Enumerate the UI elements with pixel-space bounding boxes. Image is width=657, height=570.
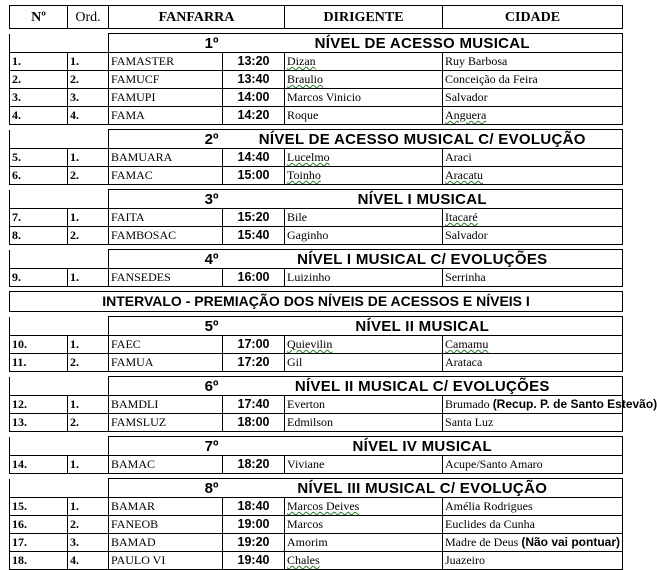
row-number: 16. bbox=[10, 516, 68, 534]
level-title: NÍVEL DE ACESSO MUSICAL bbox=[223, 34, 623, 53]
dirigente-name: Lucelmo bbox=[287, 150, 330, 164]
performance-time: 18:20 bbox=[223, 456, 285, 474]
cidade-cell bbox=[443, 396, 657, 414]
dirigente-cell bbox=[285, 107, 443, 125]
fanfarra-name: BAMAC bbox=[109, 456, 223, 474]
cidade-cell bbox=[443, 414, 623, 432]
dirigente-name: Gil bbox=[287, 355, 303, 369]
level-title: NÍVEL II MUSICAL C/ EVOLUÇÕES bbox=[223, 377, 623, 396]
fanfarra-name: BAMUARA bbox=[109, 149, 223, 167]
table-row bbox=[10, 71, 623, 89]
performance-time: 19:40 bbox=[223, 552, 285, 570]
cidade-cell bbox=[443, 354, 623, 372]
table-row bbox=[10, 516, 623, 534]
dirigente-name: Dizan bbox=[287, 54, 316, 68]
level-title: NÍVEL III MUSICAL C/ EVOLUÇÃO bbox=[223, 479, 623, 498]
level-number: 3º bbox=[109, 190, 223, 209]
row-number: 13. bbox=[10, 414, 68, 432]
performance-time: 14:00 bbox=[223, 89, 285, 107]
row-order: 1. bbox=[68, 149, 109, 167]
row-number: 9. bbox=[10, 269, 68, 287]
dirigente-cell bbox=[285, 498, 443, 516]
row-order: 2. bbox=[68, 167, 109, 185]
table-row bbox=[10, 107, 623, 125]
table-header bbox=[10, 6, 623, 29]
cidade-name: Arataca bbox=[445, 355, 483, 369]
dirigente-cell bbox=[285, 53, 443, 71]
cidade-name: Araci bbox=[445, 150, 472, 164]
performance-time: 19:00 bbox=[223, 516, 285, 534]
row-order: 1. bbox=[68, 269, 109, 287]
level-header bbox=[10, 190, 623, 209]
cidade-cell bbox=[443, 53, 623, 71]
dirigente-cell bbox=[285, 149, 443, 167]
level-number: 6º bbox=[109, 377, 223, 396]
cidade-name: Ruy Barbosa bbox=[445, 54, 508, 68]
fanfarra-name: FAITA bbox=[109, 209, 223, 227]
schedule-sheet bbox=[9, 5, 657, 570]
cidade-cell bbox=[443, 534, 623, 552]
cidade-cell bbox=[443, 107, 623, 125]
cidade-note: (Não vai pontuar) bbox=[521, 535, 620, 549]
cidade-name: Conceição da Feira bbox=[445, 72, 538, 86]
row-number: 18. bbox=[10, 552, 68, 570]
dirigente-name: Braulio bbox=[287, 72, 323, 86]
table-row bbox=[10, 167, 623, 185]
level-title: NÍVEL IV MUSICAL bbox=[223, 437, 623, 456]
level-spacer bbox=[10, 34, 109, 53]
dirigente-cell bbox=[285, 71, 443, 89]
cidade-cell bbox=[443, 269, 623, 287]
row-number: 10. bbox=[10, 336, 68, 354]
fanfarra-name: FAMUCF bbox=[109, 71, 223, 89]
row-order: 2. bbox=[68, 71, 109, 89]
header-cidade: CIDADE bbox=[443, 6, 623, 29]
dirigente-name: Edmilson bbox=[287, 415, 334, 429]
row-order: 2. bbox=[68, 414, 109, 432]
fanfarra-name: FAMUPI bbox=[109, 89, 223, 107]
performance-time: 17:40 bbox=[223, 396, 285, 414]
cidade-name: Brumado bbox=[445, 397, 490, 411]
cidade-name: Juazeiro bbox=[445, 553, 485, 567]
level-spacer bbox=[10, 250, 109, 269]
dirigente-cell bbox=[285, 456, 443, 474]
row-number: 4. bbox=[10, 107, 68, 125]
performance-time: 14:40 bbox=[223, 149, 285, 167]
cidade-name: Anguera bbox=[445, 108, 487, 122]
level-spacer bbox=[10, 437, 109, 456]
cidade-name: Serrinha bbox=[445, 270, 486, 284]
cidade-cell bbox=[443, 498, 623, 516]
level-spacer bbox=[10, 479, 109, 498]
row-number: 15. bbox=[10, 498, 68, 516]
performance-time: 15:20 bbox=[223, 209, 285, 227]
performance-time: 16:00 bbox=[223, 269, 285, 287]
dirigente-name: Quievilin bbox=[287, 337, 333, 351]
level-header bbox=[10, 479, 623, 498]
cidade-name: Euclides da Cunha bbox=[445, 517, 535, 531]
level-header bbox=[10, 250, 623, 269]
table-row bbox=[10, 336, 623, 354]
row-order: 4. bbox=[68, 107, 109, 125]
cidade-cell bbox=[443, 516, 623, 534]
cidade-cell bbox=[443, 89, 623, 107]
row-number: 11. bbox=[10, 354, 68, 372]
level-number: 7º bbox=[109, 437, 223, 456]
fanfarra-name: FANSEDES bbox=[109, 269, 223, 287]
dirigente-cell bbox=[285, 414, 443, 432]
row-order: 3. bbox=[68, 89, 109, 107]
fanfarra-name: FAMASTER bbox=[109, 53, 223, 71]
cidade-cell bbox=[443, 71, 623, 89]
fanfarra-name: BAMAR bbox=[109, 498, 223, 516]
header-num: Nº bbox=[10, 6, 68, 29]
cidade-note: (Recup. P. de Santo Estevão) bbox=[492, 397, 657, 411]
row-order: 1. bbox=[68, 53, 109, 71]
cidade-cell bbox=[443, 149, 623, 167]
dirigente-cell bbox=[285, 209, 443, 227]
level-header bbox=[10, 317, 623, 336]
fanfarra-name: BAMDLI bbox=[109, 396, 223, 414]
row-number: 3. bbox=[10, 89, 68, 107]
row-order: 1. bbox=[68, 498, 109, 516]
row-number: 8. bbox=[10, 227, 68, 245]
dirigente-name: Roque bbox=[287, 108, 319, 122]
fanfarra-name: FAMA bbox=[109, 107, 223, 125]
performance-time: 17:20 bbox=[223, 354, 285, 372]
dirigente-cell bbox=[285, 227, 443, 245]
performance-time: 13:20 bbox=[223, 53, 285, 71]
fanfarra-name: FAMAC bbox=[109, 167, 223, 185]
dirigente-name: Amorim bbox=[287, 535, 328, 549]
row-order: 2. bbox=[68, 227, 109, 245]
dirigente-cell bbox=[285, 336, 443, 354]
dirigente-name: Everton bbox=[287, 397, 325, 411]
table-row bbox=[10, 534, 623, 552]
cidade-cell bbox=[443, 456, 623, 474]
level-number: 8º bbox=[109, 479, 223, 498]
fanfarra-name: FAMSLUZ bbox=[109, 414, 223, 432]
row-order: 2. bbox=[68, 354, 109, 372]
cidade-name: Acupe/Santo Amaro bbox=[445, 457, 543, 471]
level-header bbox=[10, 377, 623, 396]
row-number: 17. bbox=[10, 534, 68, 552]
interval-title: INTERVALO - PREMIAÇÃO DOS NÍVEIS DE ACESSOS E NÍVEIS I bbox=[10, 292, 623, 312]
cidade-name: Madre de Deus bbox=[445, 535, 519, 549]
level-title: NÍVEL I MUSICAL bbox=[223, 190, 623, 209]
row-number: 5. bbox=[10, 149, 68, 167]
fanfarra-name: PAULO VI bbox=[109, 552, 223, 570]
row-order: 1. bbox=[68, 396, 109, 414]
row-number: 6. bbox=[10, 167, 68, 185]
cidade-cell bbox=[443, 167, 623, 185]
header-dirigente: DIRIGENTE bbox=[285, 6, 443, 29]
dirigente-cell bbox=[285, 89, 443, 107]
table-row bbox=[10, 269, 623, 287]
performance-time: 18:00 bbox=[223, 414, 285, 432]
fanfarra-name: FAEC bbox=[109, 336, 223, 354]
interval-row bbox=[10, 292, 623, 312]
cidade-cell bbox=[443, 336, 623, 354]
row-order: 1. bbox=[68, 336, 109, 354]
dirigente-name: Viviane bbox=[287, 457, 325, 471]
table-row bbox=[10, 456, 623, 474]
dirigente-name: Luizinho bbox=[287, 270, 331, 284]
performance-time: 15:00 bbox=[223, 167, 285, 185]
table-row bbox=[10, 209, 623, 227]
header-ord: Ord. bbox=[68, 6, 109, 29]
cidade-cell bbox=[443, 209, 623, 227]
table-row bbox=[10, 227, 623, 245]
dirigente-name: Marcos bbox=[287, 517, 323, 531]
dirigente-cell bbox=[285, 167, 443, 185]
level-spacer bbox=[10, 130, 109, 149]
dirigente-name: Bile bbox=[287, 210, 307, 224]
level-header bbox=[10, 437, 623, 456]
level-number: 1º bbox=[109, 34, 223, 53]
dirigente-cell bbox=[285, 534, 443, 552]
dirigente-name: Chales bbox=[287, 553, 320, 567]
fanfarra-name: FAMUA bbox=[109, 354, 223, 372]
table-row bbox=[10, 354, 623, 372]
table-row bbox=[10, 552, 623, 570]
dirigente-cell bbox=[285, 269, 443, 287]
dirigente-name: Marcos Deives bbox=[287, 499, 360, 513]
row-order: 4. bbox=[68, 552, 109, 570]
cidade-name: Aracatu bbox=[445, 168, 483, 182]
cidade-cell bbox=[443, 227, 623, 245]
performance-time: 13:40 bbox=[223, 71, 285, 89]
level-spacer bbox=[10, 317, 109, 336]
fanfarra-name: FANEOB bbox=[109, 516, 223, 534]
cidade-name: Amélia Rodrigues bbox=[445, 499, 533, 513]
level-header bbox=[10, 34, 623, 53]
level-title: NÍVEL DE ACESSO MUSICAL C/ EVOLUÇÃO bbox=[223, 130, 623, 149]
dirigente-name: Gaginho bbox=[287, 228, 329, 242]
table-row bbox=[10, 498, 623, 516]
level-spacer bbox=[10, 377, 109, 396]
level-title: NÍVEL II MUSICAL bbox=[223, 317, 623, 336]
row-order: 1. bbox=[68, 456, 109, 474]
level-number: 5º bbox=[109, 317, 223, 336]
cidade-name: Itacaré bbox=[445, 210, 478, 224]
dirigente-cell bbox=[285, 516, 443, 534]
performance-time: 18:40 bbox=[223, 498, 285, 516]
row-order: 1. bbox=[68, 209, 109, 227]
schedule-table bbox=[9, 5, 657, 570]
cidade-name: Salvador bbox=[445, 228, 488, 242]
dirigente-cell bbox=[285, 552, 443, 570]
cidade-name: Camamu bbox=[445, 337, 489, 351]
level-header bbox=[10, 130, 623, 149]
header-fanfarra: FANFARRA bbox=[109, 6, 285, 29]
table-row bbox=[10, 149, 623, 167]
row-number: 2. bbox=[10, 71, 68, 89]
cidade-name: Santa Luz bbox=[445, 415, 494, 429]
level-number: 4º bbox=[109, 250, 223, 269]
row-order: 2. bbox=[68, 516, 109, 534]
row-number: 12. bbox=[10, 396, 68, 414]
performance-time: 17:00 bbox=[223, 336, 285, 354]
row-number: 14. bbox=[10, 456, 68, 474]
cidade-cell bbox=[443, 552, 623, 570]
fanfarra-name: BAMAD bbox=[109, 534, 223, 552]
level-number: 2º bbox=[109, 130, 223, 149]
dirigente-cell bbox=[285, 354, 443, 372]
cidade-name: Salvador bbox=[445, 90, 488, 104]
performance-time: 19:20 bbox=[223, 534, 285, 552]
table-row bbox=[10, 89, 623, 107]
row-number: 1. bbox=[10, 53, 68, 71]
performance-time: 15:40 bbox=[223, 227, 285, 245]
row-number: 7. bbox=[10, 209, 68, 227]
row-order: 3. bbox=[68, 534, 109, 552]
table-row bbox=[10, 414, 623, 432]
table-row bbox=[10, 396, 623, 414]
dirigente-name: Toinho bbox=[287, 168, 321, 182]
table-row bbox=[10, 53, 623, 71]
level-spacer bbox=[10, 190, 109, 209]
table-body bbox=[10, 29, 657, 570]
dirigente-name: Marcos Vinicio bbox=[287, 90, 362, 104]
dirigente-cell bbox=[285, 396, 443, 414]
fanfarra-name: FAMBOSAC bbox=[109, 227, 223, 245]
level-title: NÍVEL I MUSICAL C/ EVOLUÇÕES bbox=[223, 250, 623, 269]
performance-time: 14:20 bbox=[223, 107, 285, 125]
